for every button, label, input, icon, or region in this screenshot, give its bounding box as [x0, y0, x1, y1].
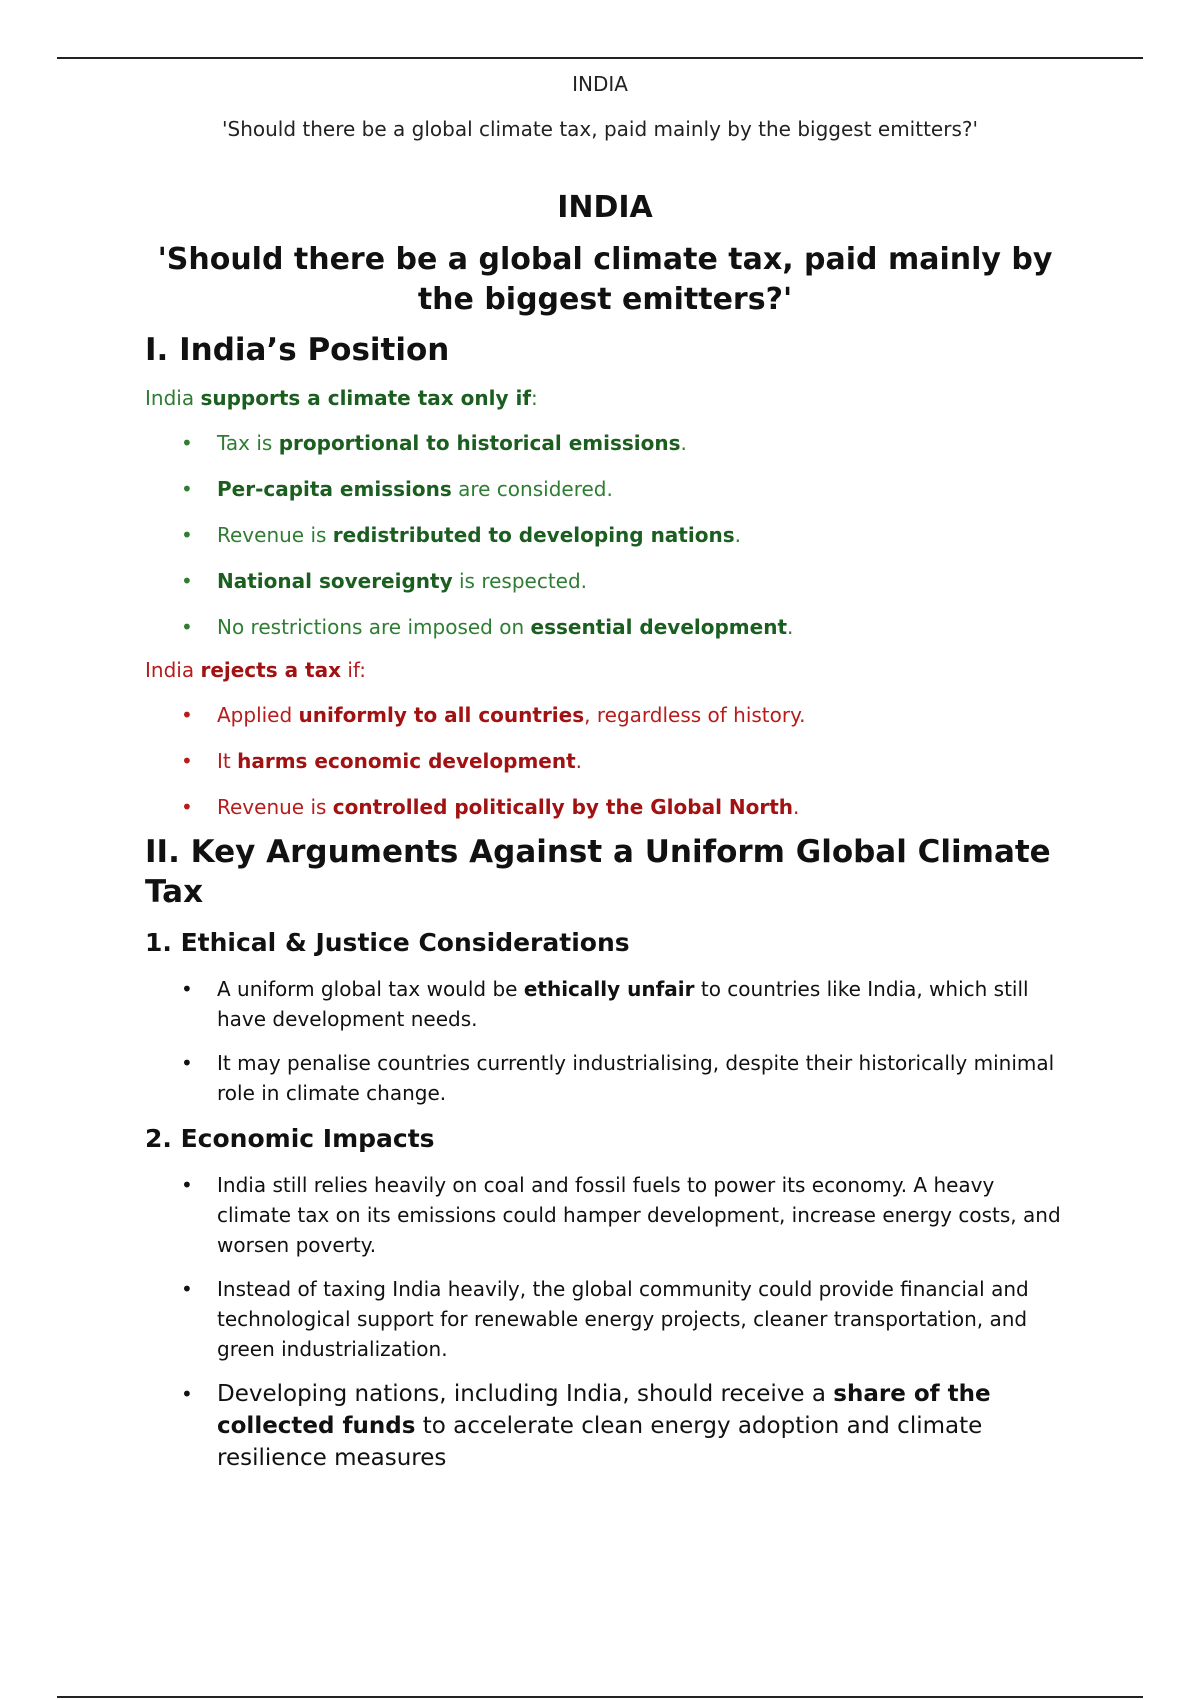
- list-item: • Revenue is redistributed to developing nations.: [145, 520, 1065, 550]
- bullet-icon: •: [181, 615, 193, 639]
- bottom-rule: [57, 1696, 1143, 1698]
- list-item: • Applied uniformly to all countries, regardless of history.: [145, 700, 1065, 730]
- document-body: [145, 186, 1065, 1474]
- subsection-heading-ethics: 1. Ethical & Justice Considerations: [145, 928, 630, 957]
- bullet-icon: •: [181, 477, 193, 501]
- running-header-question: 'Should there be a global climate tax, paid mainly by the biggest emitters?': [222, 117, 978, 141]
- economic-list: [145, 1170, 1065, 1474]
- bullet-icon: •: [181, 431, 193, 455]
- section-heading-position: I. India’s Position: [145, 332, 450, 368]
- bullet-icon: •: [181, 703, 193, 727]
- list-item: • Developing nations, including India, should receive a share of the collected funds to accelerate clean energy adoption and climate resilience measures: [145, 1378, 1065, 1474]
- list-item: • Tax is proportional to historical emissions.: [145, 428, 1065, 458]
- running-header-country: INDIA: [572, 72, 628, 96]
- bullet-icon: •: [181, 977, 193, 1001]
- bullet-icon: •: [181, 523, 193, 547]
- list-item: • National sovereignty is respected.: [145, 566, 1065, 596]
- list-item: • Instead of taxing India heavily, the global community could provide financial and technological support for renewable energy projects, cleaner transportation, and green industrialization.: [145, 1274, 1065, 1364]
- supports-intro: India supports a climate tax only if:: [145, 386, 538, 410]
- bullet-icon: •: [181, 1382, 193, 1406]
- page-title-country: INDIA: [557, 190, 653, 225]
- page-title-question: 'Should there be a global climate tax, paid mainly by the biggest emitters?': [157, 242, 1053, 317]
- list-item: • Per-capita emissions are considered.: [145, 474, 1065, 504]
- rejects-list: [145, 700, 1065, 822]
- section-heading-arguments: II. Key Arguments Against a Uniform Global Climate Tax: [145, 834, 1051, 910]
- rejects-intro: India rejects a tax if:: [145, 658, 366, 682]
- supports-list: [145, 428, 1065, 642]
- bullet-icon: •: [181, 569, 193, 593]
- list-item: • It may penalise countries currently industrialising, despite their historically minimal role in climate change.: [145, 1048, 1065, 1108]
- top-rule: [57, 57, 1143, 59]
- bullet-icon: •: [181, 1173, 193, 1197]
- bullet-icon: •: [181, 795, 193, 819]
- list-item: • India still relies heavily on coal and fossil fuels to power its economy. A heavy climate tax on its emissions could hamper development, increase energy costs, and worsen poverty.: [145, 1170, 1065, 1260]
- bullet-icon: •: [181, 1277, 193, 1301]
- list-item: • A uniform global tax would be ethically unfair to countries like India, which still have development needs.: [145, 974, 1065, 1034]
- bullet-icon: •: [181, 1051, 193, 1075]
- list-item: • No restrictions are imposed on essential development.: [145, 612, 1065, 642]
- bullet-icon: •: [181, 749, 193, 773]
- list-item: • It harms economic development.: [145, 746, 1065, 776]
- subsection-heading-economic: 2. Economic Impacts: [145, 1124, 435, 1153]
- ethics-list: [145, 974, 1065, 1108]
- list-item: • Revenue is controlled politically by the Global North.: [145, 792, 1065, 822]
